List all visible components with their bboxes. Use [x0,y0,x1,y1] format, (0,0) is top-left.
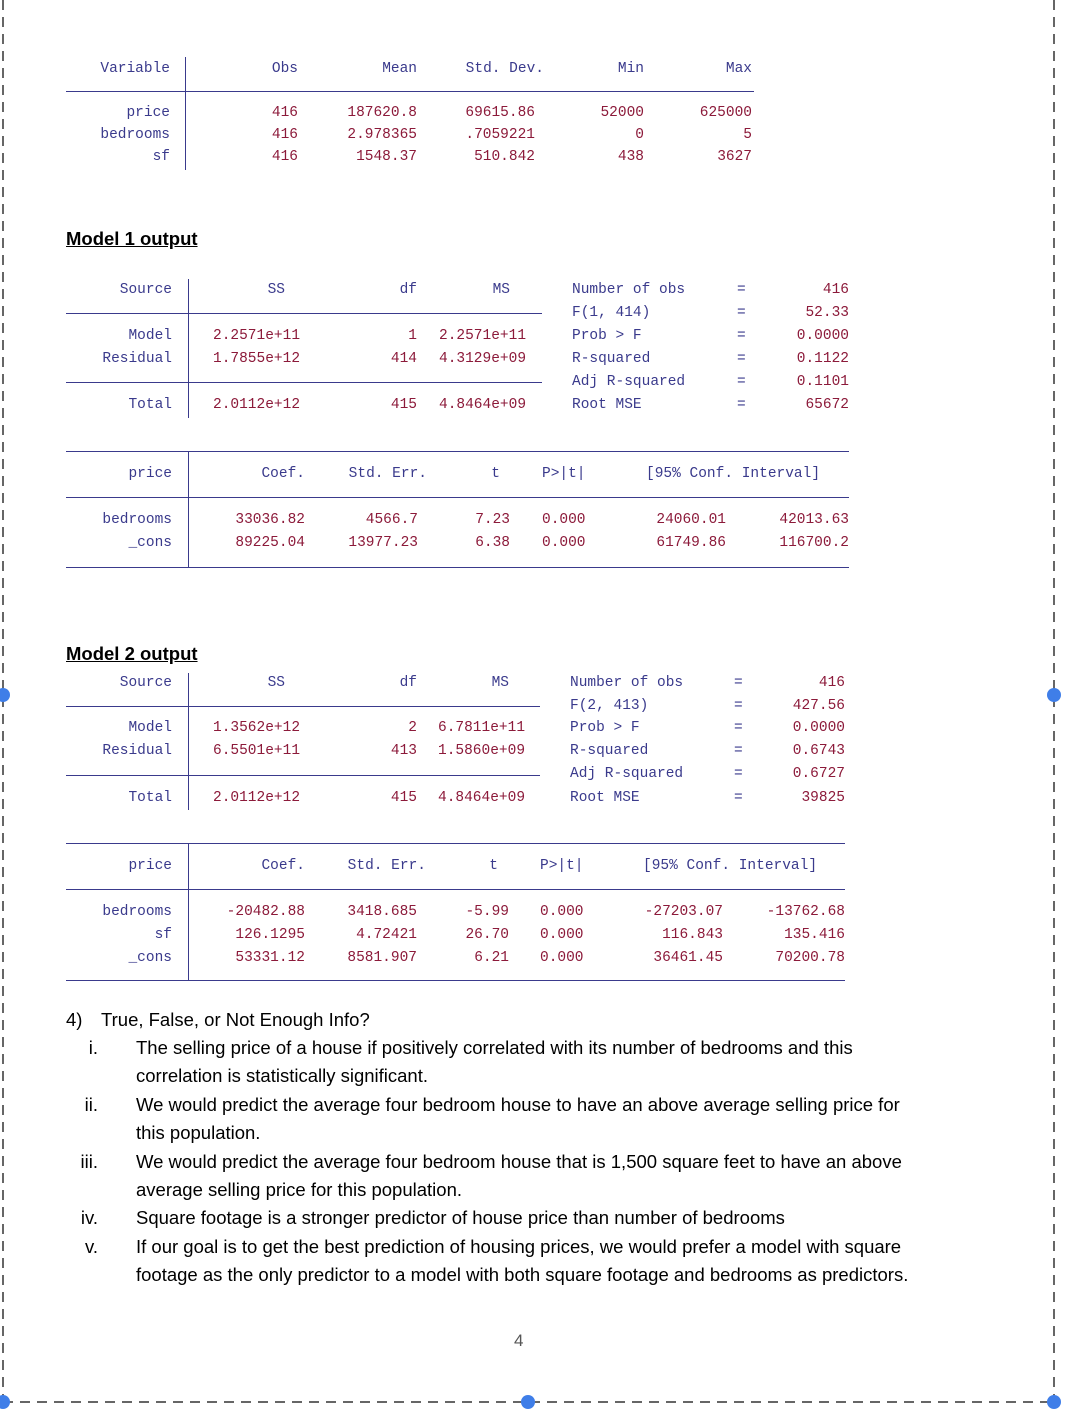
stat-value: 39825 [801,790,845,806]
table-row-label: _cons [128,950,172,966]
table-cell: 0.000 [540,950,584,966]
table-cell: 2.978365 [347,127,417,143]
stat-eq: = [734,766,743,782]
stat-value: 52.33 [805,305,849,321]
table-cell: 26.70 [465,927,509,943]
table-cell: 416 [271,105,298,121]
table-cell: 2 [408,720,417,736]
table-row-label: Total [128,397,172,413]
stat-label: Number of obs [572,282,686,298]
table-cell: -20482.88 [226,904,305,920]
question-item-line: footage as the only predictor to a model with both square footage and bedrooms as predictors. [136,1264,909,1285]
stat-eq: = [737,397,746,413]
table-row-label: Residual [102,351,172,367]
table-cell: 4566.7 [365,512,418,528]
stat-label: Prob > F [570,720,640,736]
table-cell: 53331.12 [235,950,305,966]
table-cell: 69615.86 [465,105,535,121]
table-cell: 2.0112e+12 [213,790,301,806]
stat-label: Root MSE [572,397,642,413]
table-cell: 135.416 [784,927,845,943]
table-cell: -13762.68 [766,904,845,920]
coef-header-coef: Coef. [261,858,305,874]
coef-header-t: t [489,858,498,874]
table-cell: 4.3129e+09 [439,351,527,367]
summary-header-min: Min [617,61,644,77]
summary-hline [66,91,754,92]
model1-coef-hline-mid [66,497,849,498]
anova-header-source: Source [119,282,172,298]
table-row-label: bedrooms [102,512,172,528]
table-cell: 70200.78 [775,950,845,966]
question-item-line: We would predict the average four bedroom house to have an above average selling price for [136,1094,900,1115]
stat-label: Adj R-squared [570,766,684,782]
stat-eq: = [734,720,743,736]
table-cell: 36461.45 [653,950,723,966]
stat-value: 0.0000 [792,720,845,736]
question-item-line: We would predict the average four bedroom house that is 1,500 square feet to have an above [136,1151,902,1172]
table-cell: 415 [390,397,417,413]
table-row-label: Model [128,720,172,736]
table-cell: 1548.37 [356,149,417,165]
model1-heading: Model 1 output [66,228,198,249]
table-row-label: bedrooms [100,127,170,143]
anova-header-df: df [399,675,417,691]
coef-header-ci: [95% Conf. Interval] [643,858,818,874]
table-cell: 1.7855e+12 [213,351,301,367]
stat-label: Prob > F [572,328,642,344]
table-cell: 4.8464e+09 [439,397,527,413]
stat-label: F(2, 413) [570,698,649,714]
table-cell: 116.843 [662,927,723,943]
table-cell: 416 [271,149,298,165]
table-row-label: bedrooms [102,904,172,920]
table-cell: 89225.04 [235,535,305,551]
question-item-number: ii. [84,1094,98,1115]
table-cell: 13977.23 [348,535,418,551]
coef-header-depvar: price [128,858,172,874]
coef-header-p: P>|t| [542,466,586,482]
question-item-number: v. [84,1236,98,1257]
table-cell: 510.842 [474,149,535,165]
table-cell: 42013.63 [779,512,849,528]
stat-value: 0.0000 [796,328,849,344]
coef-header-ci: [95% Conf. Interval] [646,466,821,482]
table-cell: 33036.82 [235,512,305,528]
table-cell: 5 [743,127,752,143]
stat-value: 65672 [805,397,849,413]
stat-label: F(1, 414) [572,305,651,321]
stat-eq: = [737,351,746,367]
stat-label: Adj R-squared [572,374,686,390]
coef-header-depvar: price [128,466,172,482]
table-cell: 116700.2 [779,535,849,551]
model1-anova-vline [188,279,189,418]
model2-coef-hline-mid [66,889,845,890]
question-item-line: correlation is statistically significant. [136,1065,428,1086]
stat-value: 416 [822,282,849,298]
model2-coef-vline [188,843,189,981]
anova-header-ms: MS [491,675,509,691]
stat-eq: = [734,790,743,806]
anova-header-source: Source [119,675,172,691]
model1-coef-hline-top [66,451,849,452]
table-cell: .7059221 [465,127,535,143]
question-item-line: average selling price for this population. [136,1179,462,1200]
question-item-line: Square footage is a stronger predictor of house price than number of bedrooms [136,1207,785,1228]
question-item-number: i. [88,1037,98,1058]
question-item-line: If our goal is to get the best prediction of housing prices, we would prefer a model with square [136,1236,902,1257]
table-cell: 6.7811e+11 [438,720,526,736]
stat-value: 0.6743 [792,743,845,759]
table-cell: 3627 [717,149,752,165]
table-cell: 52000 [600,105,644,121]
stat-eq: = [737,305,746,321]
summary-header-max: Max [725,61,752,77]
question-number: 4) [66,1009,83,1030]
table-cell: 6.21 [474,950,509,966]
stat-value: 427.56 [792,698,845,714]
coef-header-t: t [491,466,500,482]
table-cell: -5.99 [465,904,509,920]
anova-header-ss: SS [267,675,285,691]
stat-value: 0.6727 [792,766,845,782]
table-cell: 438 [617,149,644,165]
stat-value: 416 [818,675,845,691]
stat-label: Root MSE [570,790,640,806]
table-row-label: Total [128,790,172,806]
summary-header-variable: Variable [100,61,170,77]
stat-value: 0.1101 [796,374,849,390]
table-cell: 6.38 [475,535,510,551]
stat-eq: = [737,282,746,298]
model1-anova-hline-1 [66,313,542,314]
table-cell: 625000 [699,105,752,121]
table-cell: 61749.86 [656,535,726,551]
page-number: 4 [514,1331,524,1350]
table-cell: 1.3562e+12 [213,720,301,736]
resize-handle-bottom[interactable] [521,1395,535,1409]
stat-eq: = [734,675,743,691]
table-row-label: price [126,105,170,121]
table-row-label: _cons [128,535,172,551]
table-cell: 1 [408,328,417,344]
coef-header-coef: Coef. [261,466,305,482]
model1-coef-hline-bottom [66,567,849,568]
anova-header-ms: MS [492,282,510,298]
table-cell: 0 [635,127,644,143]
model2-anova-hline-1 [66,706,540,707]
table-cell: -27203.07 [644,904,723,920]
anova-header-ss: SS [267,282,285,298]
summary-vline [185,57,186,170]
table-cell: 2.2571e+11 [213,328,301,344]
stat-eq: = [737,328,746,344]
model2-coef-hline-bottom [66,980,845,981]
table-cell: 4.72421 [356,927,417,943]
table-cell: 187620.8 [347,105,417,121]
table-cell: 8581.907 [347,950,417,966]
model2-anova-vline [188,673,189,810]
stat-value: 0.1122 [796,351,849,367]
table-cell: 0.000 [540,927,584,943]
summary-header-obs: Obs [271,61,298,77]
table-cell: 414 [390,351,417,367]
table-cell: 6.5501e+11 [213,743,301,759]
model2-anova-hline-2 [66,775,540,776]
table-cell: 4.8464e+09 [438,790,526,806]
question-item-number: iv. [80,1207,98,1228]
coef-header-se: Std. Err. [348,466,427,482]
coef-header-se: Std. Err. [347,858,426,874]
question-item-line: this population. [136,1122,261,1143]
table-row-label: sf [154,927,172,943]
model1-anova-hline-2 [66,382,542,383]
table-cell: 2.0112e+12 [213,397,301,413]
table-cell: 0.000 [542,535,586,551]
table-cell: 415 [390,790,417,806]
table-cell: 3418.685 [347,904,417,920]
stat-eq: = [737,374,746,390]
stat-eq: = [734,743,743,759]
stat-eq: = [734,698,743,714]
table-row-label: Model [128,328,172,344]
table-cell: 1.5860e+09 [438,743,526,759]
table-cell: 413 [390,743,417,759]
table-cell: 24060.01 [656,512,726,528]
model2-heading: Model 2 output [66,643,198,664]
model1-coef-vline [188,451,189,568]
summary-header-sd: Std. Dev. [465,61,544,77]
table-row-label: Residual [102,743,172,759]
table-cell: 0.000 [540,904,584,920]
table-cell: 2.2571e+11 [439,328,527,344]
table-cell: 126.1295 [235,927,305,943]
resize-handle-bottom-right[interactable] [1047,1395,1061,1409]
table-cell: 416 [271,127,298,143]
question-title: True, False, or Not Enough Info? [101,1009,370,1030]
anova-header-df: df [399,282,417,298]
stat-label: Number of obs [570,675,684,691]
resize-handle-right[interactable] [1047,688,1061,702]
table-cell: 7.23 [475,512,510,528]
stat-label: R-squared [572,351,651,367]
coef-header-p: P>|t| [540,858,584,874]
question-item-line: The selling price of a house if positively correlated with its number of bedrooms and this [136,1037,853,1058]
table-cell: 0.000 [542,512,586,528]
summary-header-mean: Mean [382,61,417,77]
stat-label: R-squared [570,743,649,759]
table-row-label: sf [152,149,170,165]
question-item-number: iii. [80,1151,98,1172]
model2-coef-hline-top [66,843,845,844]
